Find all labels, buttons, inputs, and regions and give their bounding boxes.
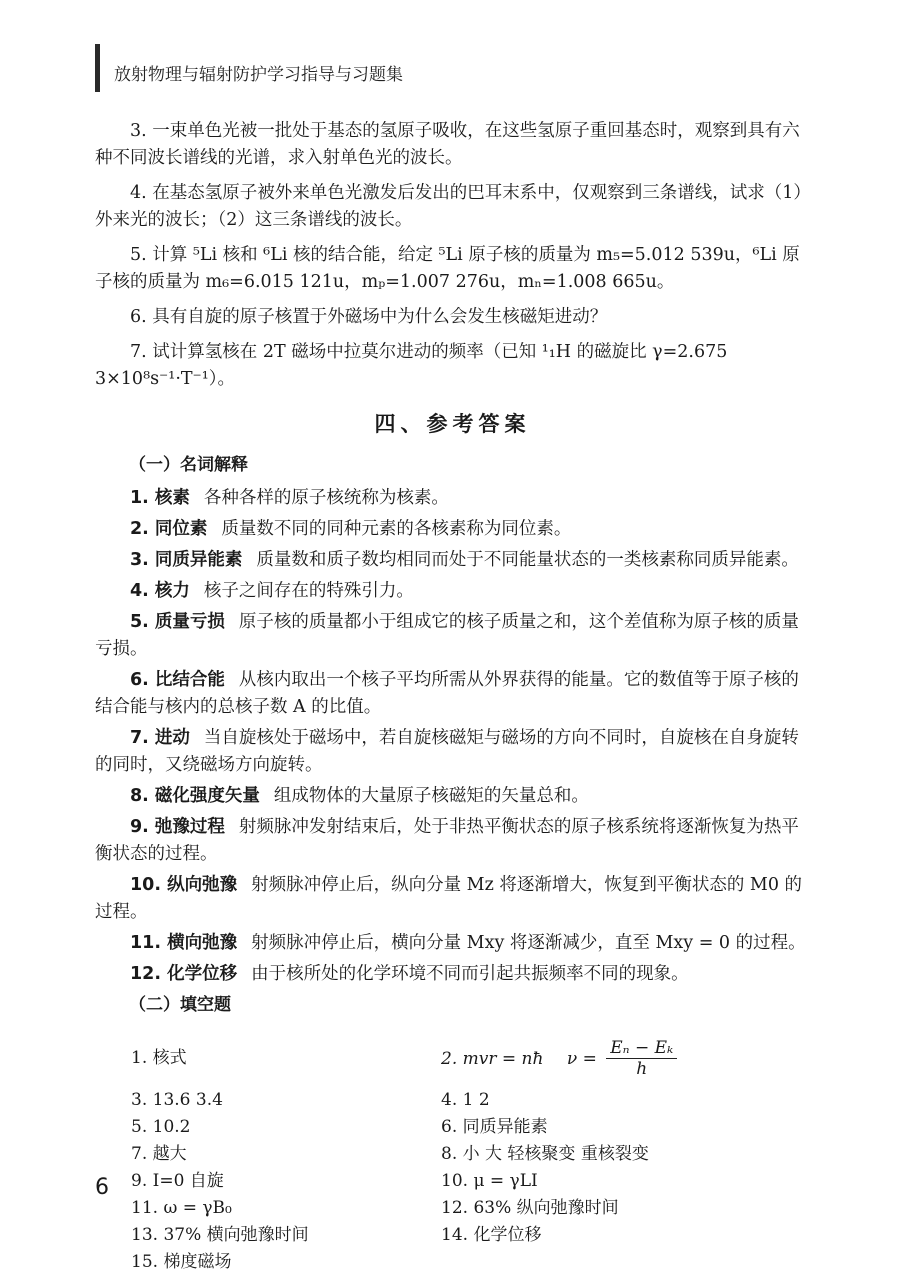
answer-7: 7. 越大 — [131, 1144, 187, 1164]
answer-2-prefix: 2. mvr = nħ — [441, 1048, 544, 1069]
answer-14: 14. 化学位移 — [441, 1225, 542, 1245]
definition-item — [95, 930, 810, 957]
definition-text: 射频脉冲停止后，纵向分量 Mz 将逐渐增大，恢复到平衡状态的 M0 的过程。 — [95, 875, 803, 922]
definition-term: 11. 横向弛豫 — [130, 933, 238, 953]
definition-text: 核子之间存在的特殊引力。 — [203, 581, 414, 601]
definition-text: 射频脉冲发射结束后，处于非热平衡状态的原子核系统将逐渐恢复为热平衡状态的过程。 — [95, 817, 799, 864]
answer-6: 6. 同质异能素 — [441, 1117, 548, 1137]
answer-12: 12. 63% 纵向弛豫时间 — [441, 1198, 619, 1218]
definition-text: 从核内取出一个核子平均所需从外界获得的能量。它的数值等于原子核的结合能与核内的总核子数 A 的比值。 — [95, 670, 799, 717]
answer-13: 13. 37% 横向弛豫时间 — [131, 1225, 309, 1245]
definition-item — [95, 516, 810, 543]
definition-item — [95, 725, 810, 779]
question-4: 4. 在基态氢原子被外来单色光激发后发出的巴耳末系中，仅观察到三条谱线，试求（1）外来光的波长；（2）这三条谱线的波长。 — [95, 183, 803, 230]
question-7: 7. 试计算氢核在 2T 磁场中拉莫尔进动的频率（已知 ¹₁H 的磁旋比 γ=2.675 3×10⁸s⁻¹·T⁻¹）。 — [95, 342, 728, 389]
answer-10: 10. μ = γLI — [441, 1171, 538, 1191]
answer-4: 4. 1 2 — [441, 1090, 490, 1110]
fill-in-answers — [131, 1029, 810, 1276]
page-number: 6 — [95, 1175, 109, 1200]
definition-item — [95, 578, 810, 605]
definition-term: 5. 质量亏损 — [130, 612, 225, 632]
answer-8: 8. 小 大 轻核聚变 重核裂变 — [441, 1144, 649, 1164]
header-bar — [95, 44, 100, 92]
definition-text: 原子核的质量都小于组成它的核子质量之和，这个差值称为原子核的质量亏损。 — [95, 612, 799, 659]
definition-item — [95, 485, 810, 512]
definition-term: 12. 化学位移 — [130, 964, 238, 984]
definition-term: 9. 弛豫过程 — [130, 817, 225, 837]
definition-text: 由于核所处的化学环境不同而引起共振频率不同的现象。 — [251, 964, 689, 984]
definition-term: 2. 同位素 — [130, 519, 208, 539]
definitions-list — [95, 485, 810, 988]
definition-item — [95, 961, 810, 988]
definition-text: 当自旋核处于磁场中，若自旋核磁矩与磁场的方向不同时，自旋核在自身旋转的同时，又绕磁场方向旋转。 — [95, 728, 799, 775]
question-5: 5. 计算 ⁵Li 核和 ⁶Li 核的结合能，给定 ⁵Li 原子核的质量为 m₅=5.012 539u，⁶Li 原子核的质量为 m₆=6.015 121u，mₚ=1.007 276u，mₙ=1.008 665u。 — [95, 245, 800, 292]
definition-text: 射频脉冲停止后，横向分量 Mxy 将逐渐减少，直至 Mxy = 0 的过程。 — [251, 933, 806, 953]
definition-text: 组成物体的大量原子核磁矩的矢量总和。 — [273, 786, 589, 806]
definition-term: 8. 磁化强度矢量 — [130, 786, 260, 806]
definition-term: 7. 进动 — [130, 728, 190, 748]
definition-text: 各种各样的原子核统称为核素。 — [203, 488, 449, 508]
answer-9: 9. I=0 自旋 — [131, 1171, 224, 1191]
answer-15: 15. 梯度磁场 — [131, 1252, 232, 1272]
definition-item — [95, 609, 810, 663]
definition-term: 4. 核力 — [130, 581, 190, 601]
definition-term: 1. 核素 — [130, 488, 190, 508]
answer-5: 5. 10.2 — [131, 1117, 191, 1137]
definition-text: 质量数不同的同种元素的各核素称为同位素。 — [221, 519, 572, 539]
answer-1: 1. 核式 — [131, 1048, 187, 1068]
question-3: 3. 一束单色光被一批处于基态的氢原子吸收，在这些氢原子重回基态时，观察到具有六种不同波长谱线的光谱，求入射单色光的波长。 — [95, 121, 800, 168]
empty-cell — [441, 1249, 821, 1276]
part1-title: （一）名词解释 — [129, 455, 248, 475]
running-header-title: 放射物理与辐射防护学习指导与习题集 — [114, 65, 403, 85]
definition-item — [95, 872, 810, 926]
answer-2-numerator: Eₙ − Eₖ — [606, 1038, 677, 1059]
answer-3: 3. 13.6 3.4 — [131, 1090, 223, 1110]
question-6: 6. 具有自旋的原子核置于外磁场中为什么会发生核磁矩进动？ — [130, 307, 608, 327]
page-content — [95, 118, 810, 1276]
answer-2-denominator: h — [636, 1059, 648, 1079]
definition-term: 6. 比结合能 — [130, 670, 225, 690]
answer-2-fraction — [606, 1038, 677, 1079]
section-title: 四、参考答案 — [374, 412, 531, 436]
definition-item — [95, 814, 810, 868]
answer-2 — [441, 1029, 821, 1087]
part2-title: （二）填空题 — [129, 995, 231, 1015]
definition-term: 10. 纵向弛豫 — [130, 875, 238, 895]
exercise-questions — [95, 118, 810, 393]
definition-text: 质量数和质子数均相同而处于不同能量状态的一类核素称同质异能素。 — [256, 550, 799, 570]
definition-item — [95, 667, 810, 721]
answer-2-lhs: ν = — [566, 1048, 597, 1069]
definition-item — [95, 547, 810, 574]
definition-term: 3. 同质异能素 — [130, 550, 243, 570]
answer-11: 11. ω = γB₀ — [131, 1198, 232, 1218]
definition-item — [95, 783, 810, 810]
